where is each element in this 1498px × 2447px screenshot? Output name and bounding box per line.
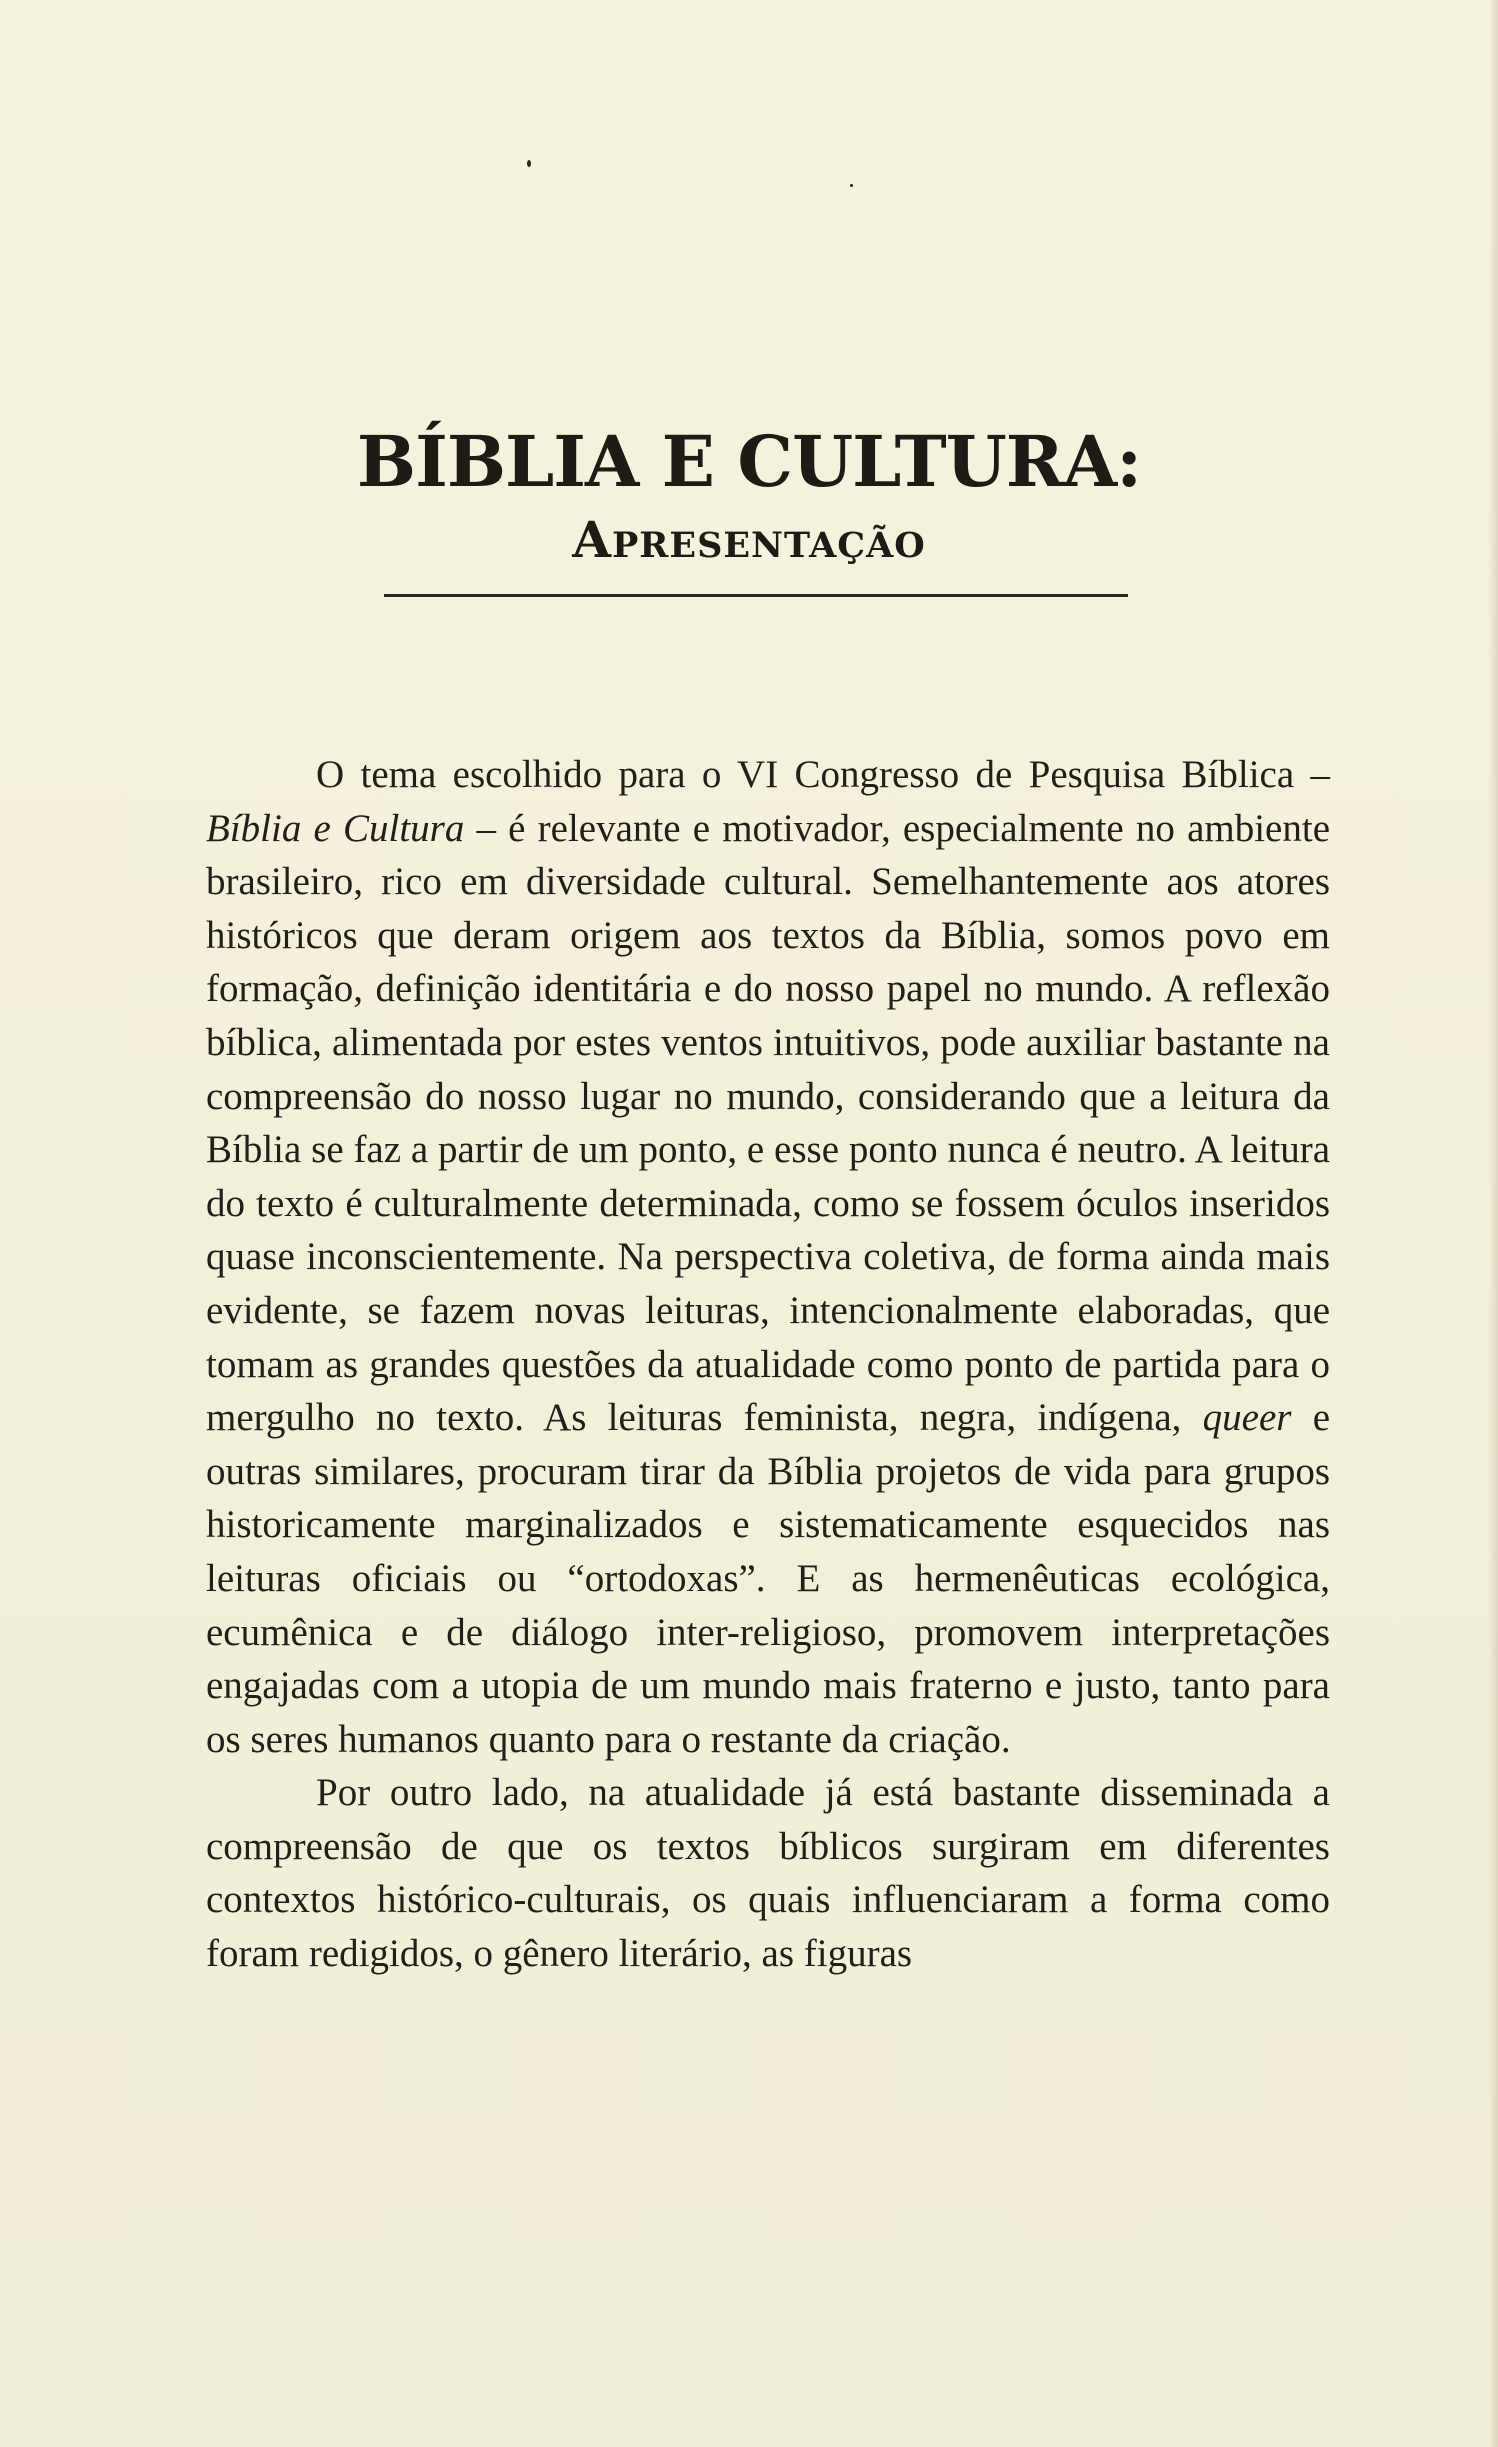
paragraph-1-segment: O tema escolhido para o VI Congresso de Pesquisa Bíblica –: [316, 753, 1330, 796]
paragraph-1-italic: queer: [1202, 1396, 1292, 1440]
paragraph-1-italic: Bíblia e Cultura: [206, 806, 465, 850]
paragraph-1-segment: – é relevante e motivador, especialmente no ambiente brasileiro, rico em diversidade cultural. Semelhantemente aos atores históricos que deram origem aos textos da Bíblia, somos povo em formação, definição identitária e do nosso papel no mundo. A reflexão bíblica, alimentada por estes ventos intuitivos, pode auxiliar bastante na compreensão do nosso lugar no mundo, considerando que a leitura da Bíblia se faz a partir de um ponto, e esse ponto nunca é neutro. A leitura do texto é culturalmente determinada, como se fossem óculos inseridos quase inconscientemente. Na perspectiva coletiva, de forma ainda mais evidente, se fazem novas leituras, intencionalmente elaboradas, que tomam as grandes questões da atualidade como ponto de partida para o mergulho no texto. As leituras feminista, negra, indígena,: [206, 806, 1331, 1440]
chapter-subtitle: Apresentação: [572, 510, 926, 569]
paragraph-2-segment: Por outro lado, na atualidade já está bastante disseminada a compreensão de que os textos bíblicos surgiram em diferentes contextos histórico-culturais, os quais influenciaram a forma como foram redigidos, o gênero literário, as figuras: [206, 1771, 1330, 1976]
chapter-heading: [0, 420, 1498, 572]
paper-speck: [527, 160, 531, 167]
paragraph-2: [206, 1766, 1330, 1980]
paper-speck: [850, 184, 853, 187]
chapter-title: BÍBLIA E CULTURA:: [356, 420, 1142, 503]
title-divider: [384, 594, 1128, 597]
page-edge-shadow: [1488, 0, 1498, 2447]
paragraph-1: [206, 748, 1330, 1766]
body-text: [206, 748, 1330, 1981]
paragraph-1-segment: e outras similares, procuram tirar da Bíblia projetos de vida para grupos historicamente marginalizados e sistematicamente esquecidos nas leituras oficiais ou “ortodoxas”. E as hermenêuticas ecológica, ecumênica e de diálogo inter-religioso, promovem interpretações engajadas com a utopia de um mundo mais fraterno e justo, tanto para os seres humanos quanto para o restante da criação.: [206, 1396, 1330, 1761]
